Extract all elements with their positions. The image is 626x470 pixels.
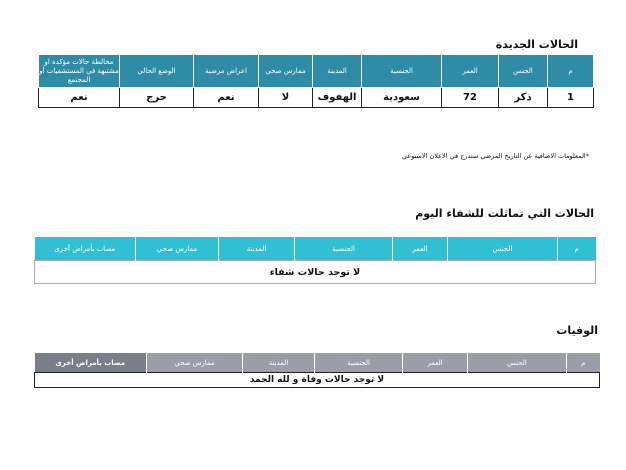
cell-contact: نعم — [39, 88, 120, 108]
header-nationality: الجنسية — [315, 353, 403, 373]
empty-message: لا توجد حالات وفاة و لله الحمد — [35, 373, 600, 388]
cell-health-worker: لا — [259, 88, 313, 108]
header-index: م — [548, 55, 594, 88]
cell-symptoms: نعم — [194, 88, 259, 108]
cell-gender: ذكر — [499, 88, 548, 108]
cell-status: حرج — [120, 88, 194, 108]
new-cases-title: الحالات الجديدة — [495, 38, 578, 51]
header-other-diseases: مصاب بأمراض أخرى — [35, 353, 147, 373]
header-city: المدينة — [313, 55, 362, 88]
header-nationality: الجنسية — [362, 55, 442, 88]
header-city: المدينة — [219, 237, 295, 261]
header-index: م — [567, 353, 600, 373]
cell-city: الهفوف — [313, 88, 362, 108]
table-row — [39, 88, 594, 108]
header-health-worker: ممارس صحي — [259, 55, 313, 88]
header-status: الوضع الحالي — [120, 55, 194, 88]
new-cases-table — [38, 54, 594, 108]
header-city: المدينة — [243, 353, 315, 373]
deaths-table — [34, 353, 600, 388]
header-symptoms: اعراض مرضية — [194, 55, 259, 88]
header-gender: الجنس — [499, 55, 548, 88]
cell-age: 72 — [442, 88, 499, 108]
table-row — [35, 261, 596, 284]
header-health-worker: ممارس صحي — [147, 353, 243, 373]
table-header-row — [35, 353, 600, 373]
table-header-row — [35, 237, 596, 261]
cell-nationality: سعودية — [362, 88, 442, 108]
header-health-worker: ممارس صحي — [136, 237, 219, 261]
empty-message: لا توجد حالات شفاء — [35, 261, 596, 284]
header-gender: الجنس — [448, 237, 558, 261]
header-age: العمر — [403, 353, 468, 373]
cell-index: 1 — [548, 88, 594, 108]
deaths-title: الوفيات — [556, 324, 598, 337]
header-age: العمر — [442, 55, 499, 88]
recovered-table — [34, 237, 596, 284]
header-nationality: الجنسية — [295, 237, 393, 261]
header-contact: مخالطة حالات مؤكدة او مشتبهة في المستشفيات أو المجتمع — [39, 55, 120, 88]
recovered-title: الحالات التي تماثلت للشفاء اليوم — [415, 207, 594, 220]
header-gender: الجنس — [468, 353, 567, 373]
history-note: *المعلومات الاضافية عن التاريخ المرضي ستدرج في الاعلان الاسبوعي — [401, 152, 589, 160]
table-row — [35, 373, 600, 388]
table-header-row — [39, 55, 594, 88]
header-age: العمر — [393, 237, 448, 261]
header-index: م — [558, 237, 596, 261]
header-other-diseases: مصاب بأمراض أخرى — [35, 237, 136, 261]
